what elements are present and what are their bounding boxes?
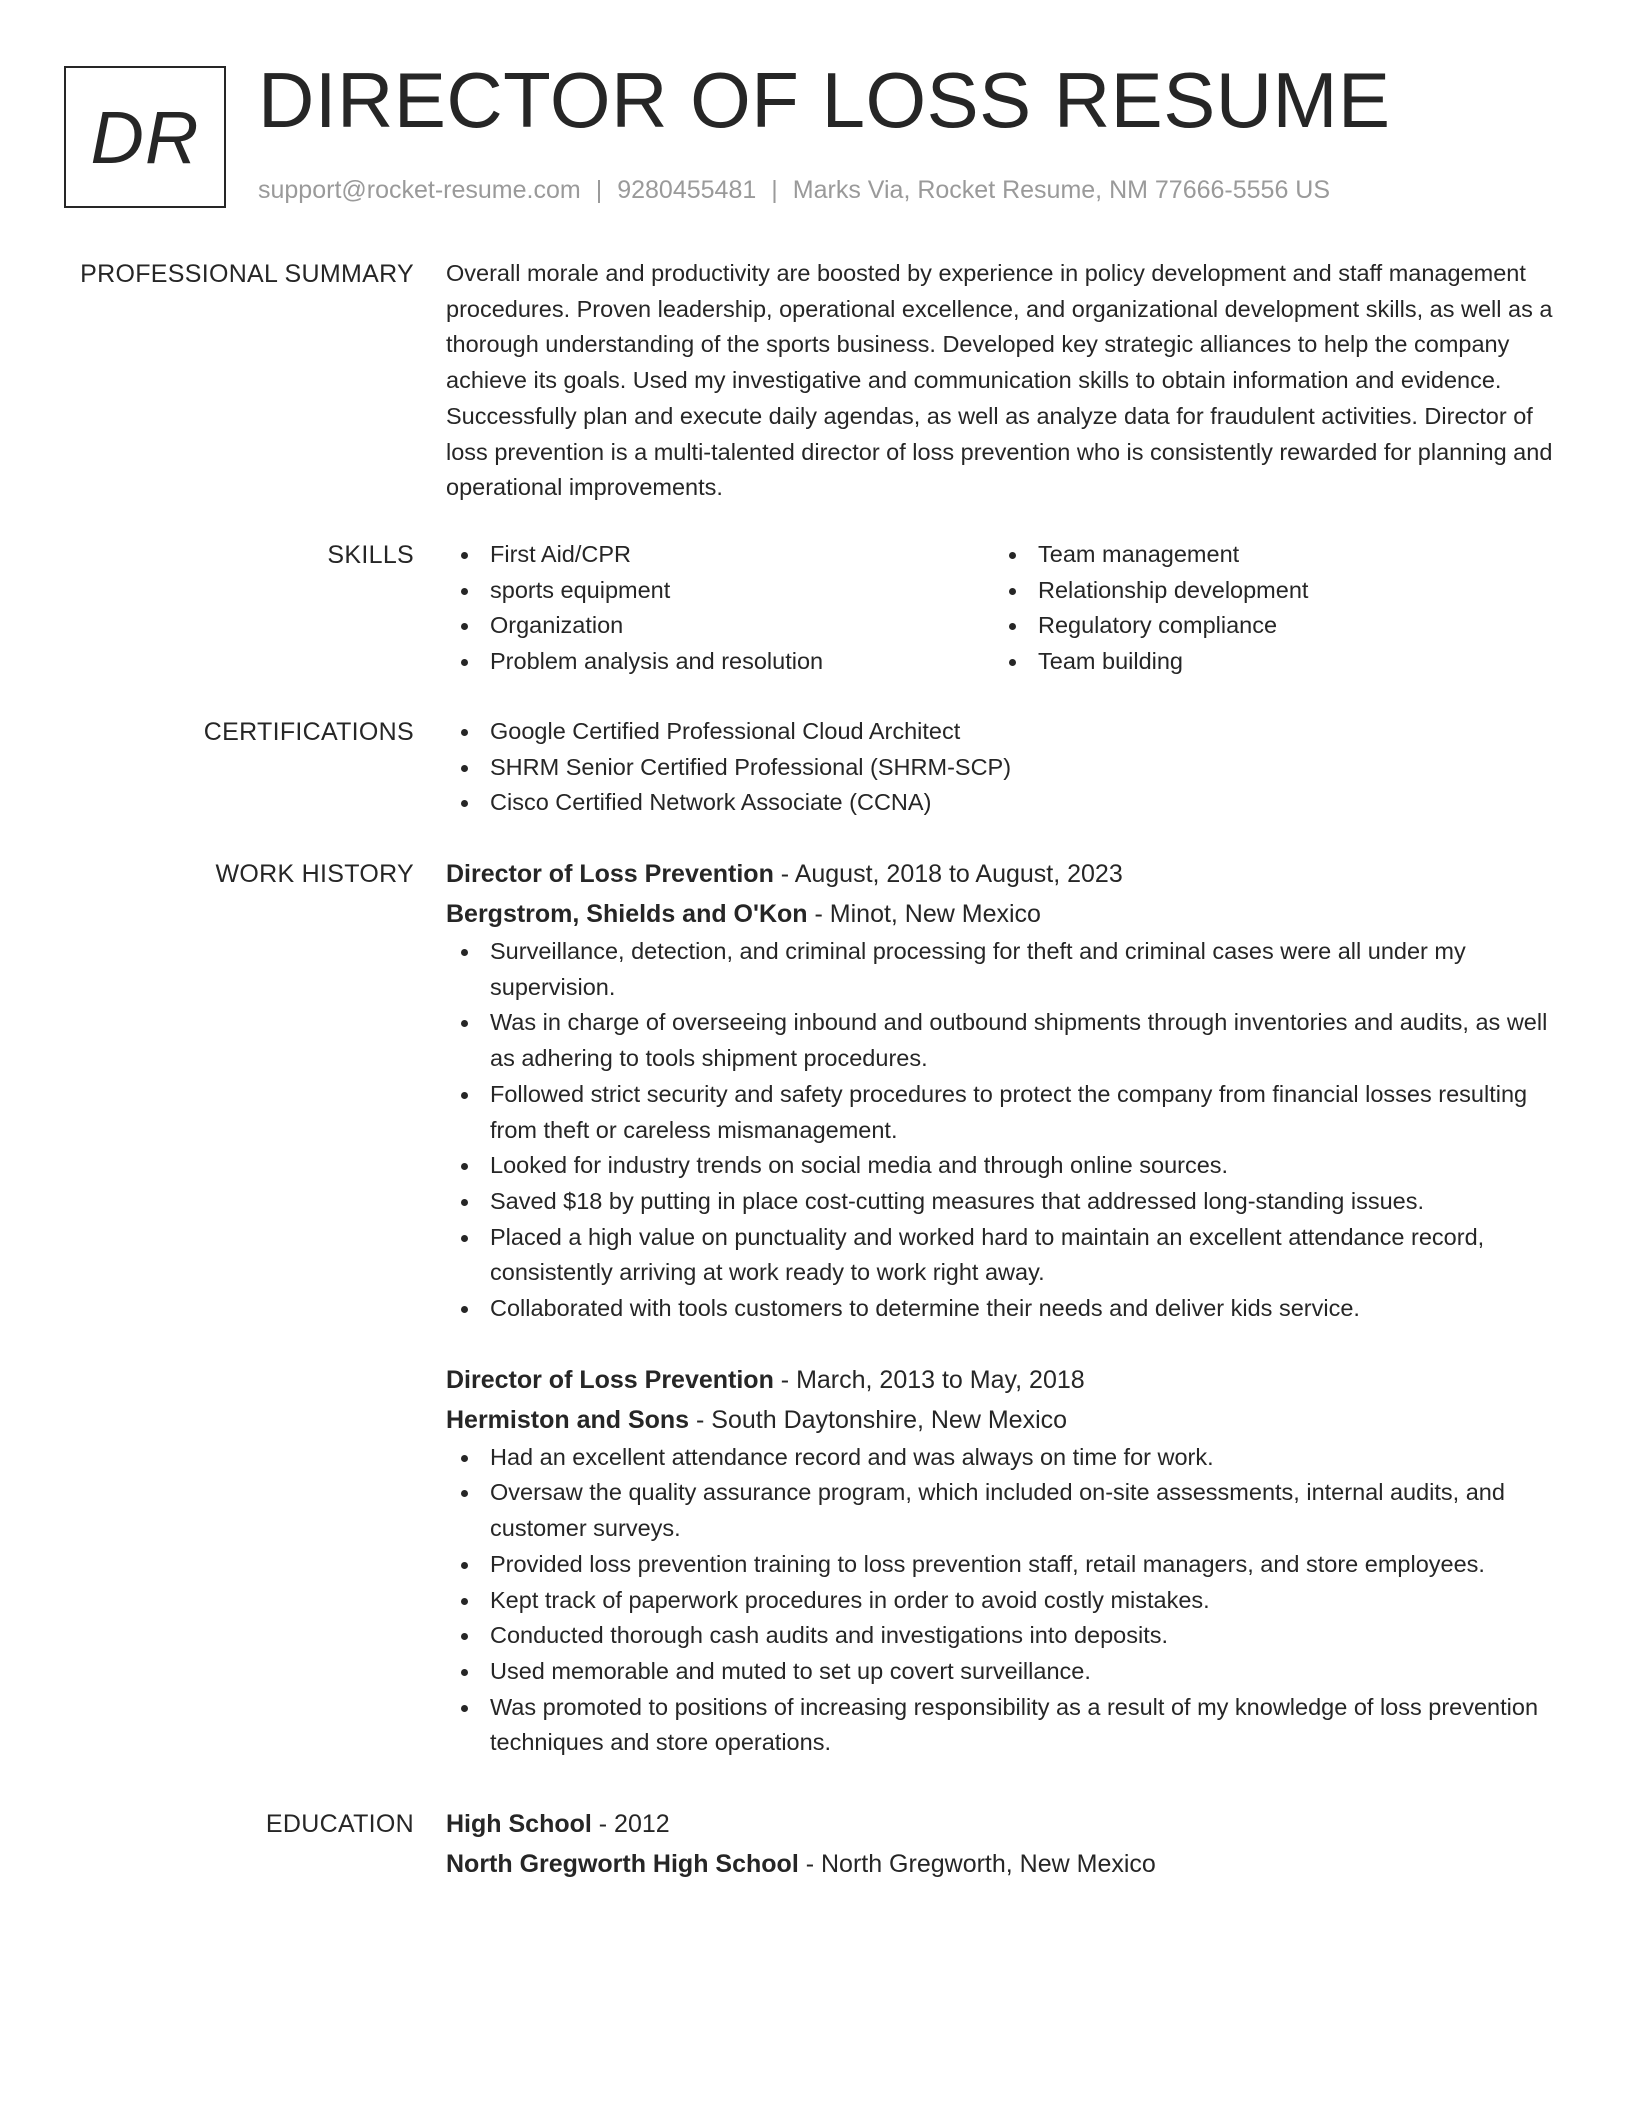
contact-email: support@rocket-resume.com (258, 176, 581, 204)
job-duty: Followed strict security and safety procedures to protect the company from financial losses resulting from theft or careless mismanagement. (446, 1077, 1554, 1148)
education-degree-line (446, 1804, 1554, 1844)
skill-item: Team building (994, 644, 1542, 680)
education-school: North Gregworth High School (446, 1850, 799, 1878)
education-label: EDUCATION (265, 1810, 414, 1838)
certifications-list (446, 714, 1554, 821)
skill-item: Team management (994, 537, 1542, 573)
skill-item: Problem analysis and resolution (446, 644, 994, 680)
summary-label: PROFESSIONAL SUMMARY (80, 260, 414, 288)
job-entry (446, 1360, 1554, 1761)
skills-label: SKILLS (327, 541, 414, 569)
contact-separator: | (595, 176, 603, 204)
skill-item: sports equipment (446, 573, 994, 609)
education-location: - North Gregworth, New Mexico (798, 1850, 1156, 1878)
skill-item: Relationship development (994, 573, 1542, 609)
job-company: Hermiston and Sons (446, 1405, 690, 1434)
job-duty: Was in charge of overseeing inbound and outbound shipments through inventories and audits, as well as adhering to tools shipment procedures. (446, 1005, 1554, 1076)
certifications-body (446, 714, 1554, 821)
job-company: Bergstrom, Shields and O'Kon (446, 900, 808, 928)
education-year: - 2012 (591, 1810, 670, 1838)
monogram-logo: DR (64, 66, 226, 208)
job-company-line (446, 1400, 1554, 1440)
job-company-line (446, 894, 1554, 934)
skill-item: Organization (446, 608, 994, 644)
job-dates: - August, 2018 to August, 2023 (773, 860, 1123, 888)
job-duty: Was promoted to positions of increasing responsibility as a result of my knowledge of loss prevention techniques and store operations. (446, 1690, 1554, 1761)
job-duty: Saved $18 by putting in place cost-cutting measures that addressed long-standing issues. (446, 1184, 1554, 1220)
job-entry (446, 854, 1554, 1327)
skill-item: Regulatory compliance (994, 608, 1542, 644)
contact-separator: | (771, 176, 778, 204)
skills-body (446, 537, 1554, 680)
job-duty: Placed a high value on punctuality and worked hard to maintain an excellent attendance record, consistently arriving at work ready to work right away. (446, 1220, 1554, 1291)
skills-column-1 (446, 537, 994, 680)
job-duty: Oversaw the quality assurance program, which included on-site assessments, internal audits, and customer surveys. (446, 1475, 1554, 1546)
job-duties-list (446, 934, 1554, 1327)
job-duty: Provided loss prevention training to loss prevention staff, retail managers, and store employees. (446, 1547, 1554, 1583)
job-title: Director of Loss Prevention (446, 1365, 774, 1394)
job-dates: - March, 2013 to May, 2018 (773, 1365, 1085, 1394)
job-duty: Conducted thorough cash audits and investigations into deposits. (446, 1618, 1554, 1654)
job-duty: Collaborated with tools customers to determine their needs and deliver kids service. (446, 1291, 1554, 1327)
contact-phone: 9280455481 (617, 176, 757, 204)
job-location: - Minot, New Mexico (807, 900, 1041, 928)
skills-column-2 (994, 537, 1542, 680)
job-duty: Kept track of paperwork procedures in order to avoid costly mistakes. (446, 1583, 1554, 1619)
contact-line (258, 174, 1330, 206)
job-duty: Had an excellent attendance record and was always on time for work. (446, 1440, 1554, 1476)
job-duty: Looked for industry trends on social media and through online sources. (446, 1148, 1554, 1184)
certification-item: Cisco Certified Network Associate (CCNA) (446, 785, 1554, 821)
education-degree: High School (446, 1810, 592, 1838)
summary-body (446, 256, 1554, 506)
work-history-body (446, 854, 1554, 1761)
summary-text: Overall morale and productivity are boosted by experience in policy development and staff management procedures. Proven leadership, operational excellence, and organizational development skills, as well as a thorough understanding of the sports business. Developed key strategic alliances to help the company achieve its goals. Used my investigative and communication skills to obtain information and evidence. Successfully plan and execute daily agendas, as well as analyze data for fraudulent activities. Director of loss prevention is a multi-talented director of loss prevention who is consistently rewarded for planning and operational improvements. (446, 260, 1553, 501)
job-duty: Used memorable and muted to set up covert surveillance. (446, 1654, 1554, 1690)
certifications-label: CERTIFICATIONS (203, 718, 414, 746)
job-title-line (446, 1360, 1554, 1400)
job-title-line (446, 854, 1554, 894)
job-location: - South Daytonshire, New Mexico (689, 1405, 1068, 1434)
job-title: Director of Loss Prevention (446, 860, 774, 888)
education-school-line (446, 1844, 1554, 1884)
job-duties-list (446, 1440, 1554, 1761)
skill-item: First Aid/CPR (446, 537, 994, 573)
resume-title: DIRECTOR OF LOSS RESUME (258, 56, 1391, 144)
certification-item: SHRM Senior Certified Professional (SHRM-SCP) (446, 750, 1554, 786)
contact-address: Marks Via, Rocket Resume, NM 77666-5556 US (792, 176, 1331, 204)
education-body (446, 1804, 1554, 1884)
work-history-label: WORK HISTORY (215, 860, 414, 888)
job-duty: Surveillance, detection, and criminal processing for theft and criminal cases were all under my supervision. (446, 934, 1554, 1005)
certification-item: Google Certified Professional Cloud Architect (446, 714, 1554, 750)
